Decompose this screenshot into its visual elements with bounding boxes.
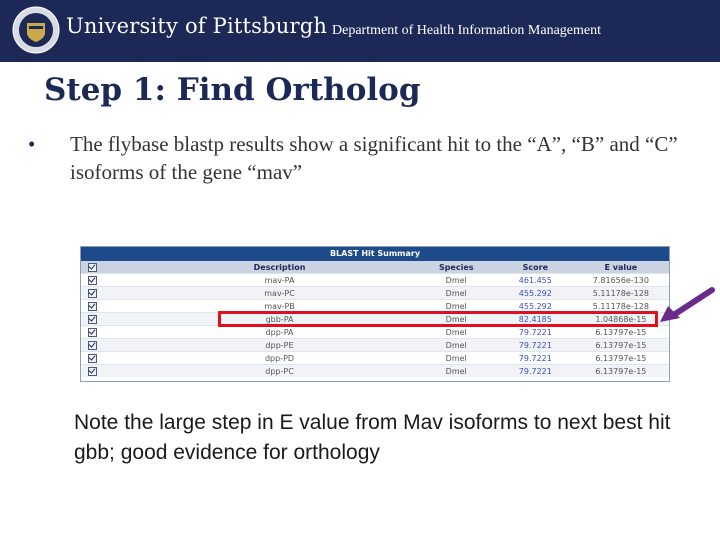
header-banner bbox=[0, 0, 720, 62]
hit-description[interactable]: dpp-PA bbox=[105, 326, 415, 339]
hit-description[interactable]: mav-PC bbox=[105, 287, 415, 300]
table-row bbox=[81, 326, 669, 339]
gbb-row-highlight-box bbox=[218, 311, 658, 327]
hit-evalue: 6.13797e-15 bbox=[573, 326, 669, 339]
row-checkbox[interactable] bbox=[81, 313, 105, 326]
row-checkbox[interactable] bbox=[81, 326, 105, 339]
hit-species: Dmel bbox=[415, 300, 498, 313]
table-row bbox=[81, 274, 669, 287]
hit-evalue: 5.11178e-128 bbox=[573, 300, 669, 313]
pointer-arrow-icon bbox=[656, 286, 716, 326]
hit-score-link[interactable]: 82.4185 bbox=[498, 313, 573, 326]
hit-species: Dmel bbox=[415, 352, 498, 365]
col-evalue: E value bbox=[573, 261, 669, 274]
select-all-checkbox[interactable] bbox=[81, 261, 105, 274]
hit-description[interactable]: dpp-PC bbox=[105, 365, 415, 378]
hit-description[interactable]: dpp-PE bbox=[105, 339, 415, 352]
hit-score-link[interactable]: 79.7221 bbox=[498, 339, 573, 352]
hit-evalue: 1.04868e-15 bbox=[573, 313, 669, 326]
checkbox-icon bbox=[88, 302, 97, 311]
table-row bbox=[81, 287, 669, 300]
table-row bbox=[81, 352, 669, 365]
hit-evalue: 5.11178e-128 bbox=[573, 287, 669, 300]
university-seal-icon bbox=[12, 6, 60, 54]
checkbox-icon bbox=[88, 289, 97, 298]
row-checkbox[interactable] bbox=[81, 287, 105, 300]
hit-description[interactable]: gbb-PA bbox=[105, 313, 415, 326]
hit-species: Dmel bbox=[415, 287, 498, 300]
hit-score-link[interactable]: 455.292 bbox=[498, 287, 573, 300]
checkbox-icon bbox=[88, 367, 97, 376]
hit-score-link[interactable]: 79.7221 bbox=[498, 352, 573, 365]
col-species: Species bbox=[415, 261, 498, 274]
row-checkbox[interactable] bbox=[81, 274, 105, 287]
hit-evalue: 6.13797e-15 bbox=[573, 365, 669, 378]
checkbox-icon bbox=[88, 315, 97, 324]
note-text: Note the large step in E value from Mav isoforms to next best hit gbb; good evidence for orthology bbox=[74, 411, 671, 464]
checkbox-icon bbox=[88, 263, 97, 272]
hit-evalue: 7.81656e-130 bbox=[573, 274, 669, 287]
blast-header-row bbox=[81, 261, 669, 274]
col-description: Description bbox=[105, 261, 415, 274]
university-name: University of Pittsburgh bbox=[66, 14, 328, 38]
row-checkbox[interactable] bbox=[81, 300, 105, 313]
checkbox-icon bbox=[88, 354, 97, 363]
table-row bbox=[81, 365, 669, 378]
row-checkbox[interactable] bbox=[81, 339, 105, 352]
checkbox-icon bbox=[88, 341, 97, 350]
row-checkbox[interactable] bbox=[81, 365, 105, 378]
hit-description[interactable]: dpp-PD bbox=[105, 352, 415, 365]
hit-evalue: 6.13797e-15 bbox=[573, 352, 669, 365]
blast-title: BLAST Hit Summary bbox=[81, 247, 669, 261]
hit-evalue: 6.13797e-15 bbox=[573, 339, 669, 352]
hit-score-link[interactable]: 461.455 bbox=[498, 274, 573, 287]
hit-species: Dmel bbox=[415, 326, 498, 339]
hit-score-link[interactable]: 79.7221 bbox=[498, 326, 573, 339]
checkbox-icon bbox=[88, 276, 97, 285]
row-checkbox[interactable] bbox=[81, 352, 105, 365]
slide-title: Step 1: Find Ortholog bbox=[44, 72, 421, 108]
hit-description[interactable]: mav-PB bbox=[105, 300, 415, 313]
hit-score-link[interactable]: 79.7221 bbox=[498, 365, 573, 378]
hit-species: Dmel bbox=[415, 365, 498, 378]
bullet-point bbox=[28, 130, 678, 186]
hit-species: Dmel bbox=[415, 274, 498, 287]
bullet-text: The flybase blastp results show a significant hit to the “A”, “B” and “C” isoforms of the gene “mav” bbox=[70, 132, 678, 184]
bullet-dot-icon: • bbox=[28, 132, 36, 156]
col-score: Score bbox=[498, 261, 573, 274]
hit-species: Dmel bbox=[415, 339, 498, 352]
table-row bbox=[81, 339, 669, 352]
checkbox-icon bbox=[88, 328, 97, 337]
hit-species: Dmel bbox=[415, 313, 498, 326]
hit-score-link[interactable]: 455.292 bbox=[498, 300, 573, 313]
hit-description[interactable]: mav-PA bbox=[105, 274, 415, 287]
department-name: Department of Health Information Management bbox=[332, 23, 602, 38]
